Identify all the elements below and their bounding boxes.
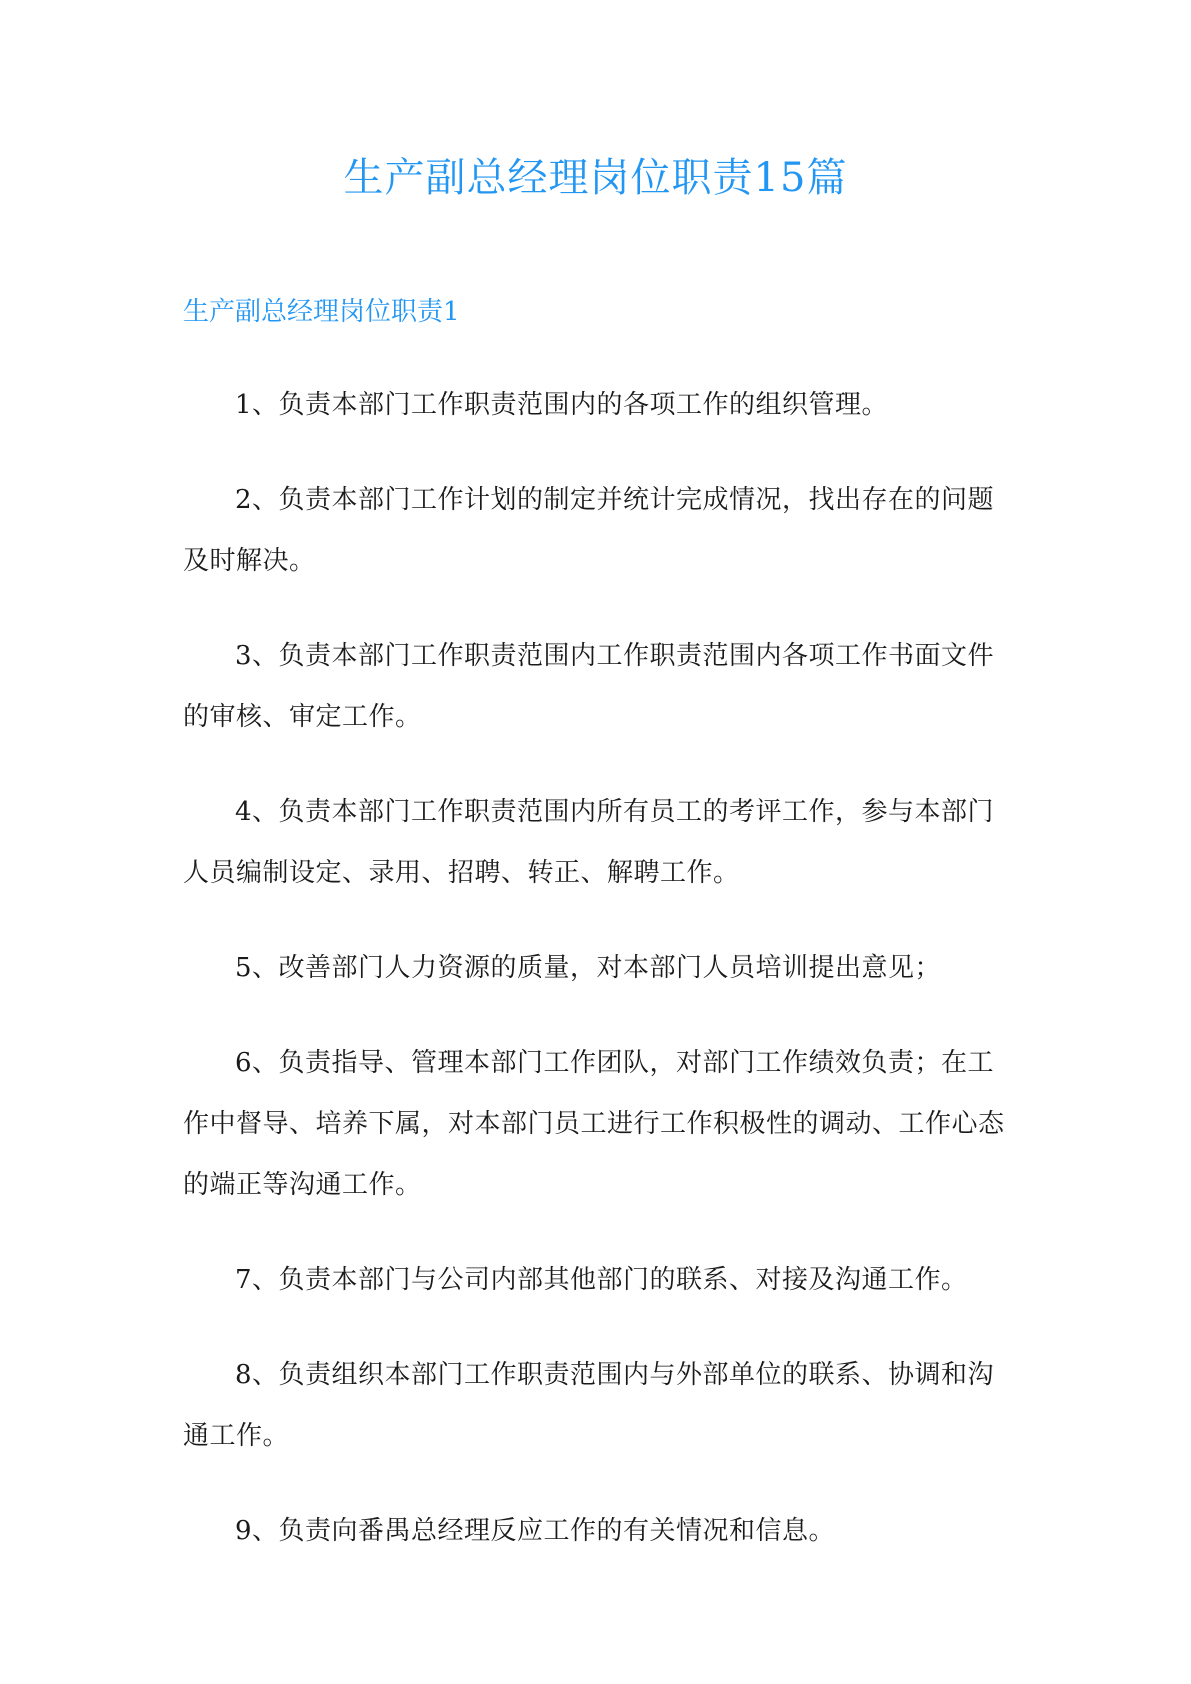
paragraph-line: 通工作。	[183, 1421, 290, 1451]
paragraph-line: 人员编制设定、录用、招聘、转正、解聘工作。	[183, 858, 740, 888]
paragraph	[183, 1345, 1013, 1467]
paragraph-line: 9、负责向番禺总经理反应工作的有关情况和信息。	[235, 1516, 836, 1546]
paragraph-line: 7、负责本部门与公司内部其他部门的联系、对接及沟通工作。	[235, 1265, 968, 1295]
document-title: 生产副总经理岗位职责15篇	[343, 155, 848, 201]
paragraph-line: 作中督导、培养下属，对本部门员工进行工作积极性的调动、工作心态	[183, 1109, 1005, 1139]
paragraph-line: 的端正等沟通工作。	[183, 1170, 422, 1200]
section-heading: 生产副总经理岗位职责1	[183, 297, 460, 327]
paragraph	[183, 1033, 1013, 1216]
paragraph	[183, 470, 1013, 592]
paragraph-line: 4、负责本部门工作职责范围内所有员工的考评工作，参与本部门	[235, 797, 995, 827]
paragraph-line: 6、负责指导、管理本部门工作团队，对部门工作绩效负责；在工	[235, 1048, 995, 1078]
paragraph-line: 3、负责本部门工作职责范围内工作职责范围内各项工作书面文件	[235, 641, 995, 671]
paragraph	[183, 938, 1013, 999]
paragraph-line: 及时解决。	[183, 546, 316, 576]
paragraph-line: 1、负责本部门工作职责范围内的各项工作的组织管理。	[235, 390, 889, 420]
paragraph	[183, 1250, 1013, 1311]
document-body	[183, 375, 1013, 1596]
paragraph-line: 5、改善部门人力资源的质量，对本部门人员培训提出意见；	[235, 953, 942, 983]
paragraph	[183, 626, 1013, 748]
paragraph	[183, 782, 1013, 904]
paragraph	[183, 1501, 1013, 1562]
paragraph-line: 的审核、审定工作。	[183, 702, 422, 732]
paragraph-line: 2、负责本部门工作计划的制定并统计完成情况，找出存在的问题	[235, 485, 995, 515]
paragraph-line: 8、负责组织本部门工作职责范围内与外部单位的联系、协调和沟	[235, 1360, 995, 1390]
paragraph	[183, 375, 1013, 436]
